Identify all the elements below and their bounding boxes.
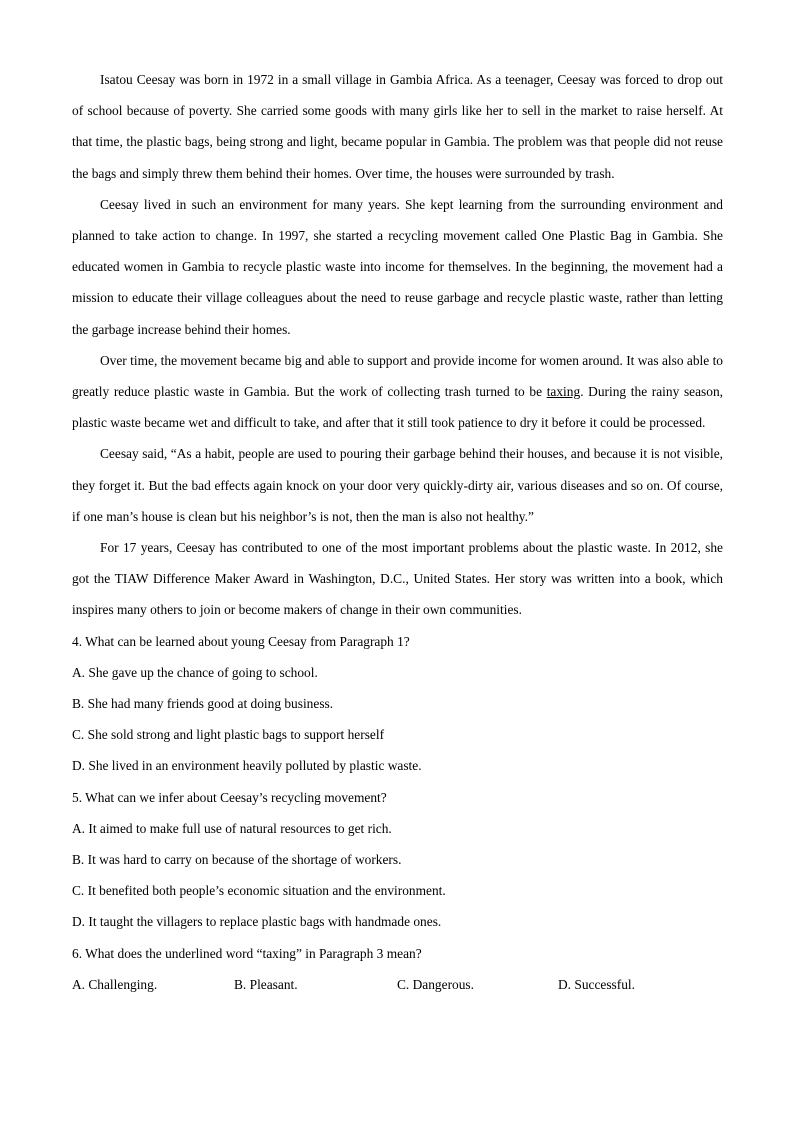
option-c: C. She sold strong and light plastic bags to support herself: [72, 727, 385, 743]
question-4: [72, 626, 723, 782]
option-d: D. Successful.: [558, 976, 635, 992]
question-stem: 5. What can we infer about Ceesay’s recycling movement?: [72, 789, 387, 805]
question-5: [72, 782, 723, 938]
option-d: D. She lived in an environment heavily polluted by plastic waste.: [72, 758, 422, 774]
passage-paragraph-5: For 17 years, Ceesay has contributed to one of the most important problems about the plastic waste. In 2012, she got the TIAW Difference Maker Award in Washington, D.C., United States. Her story was written into a book, which inspires many others to join or become makers of change in their own communities.: [72, 540, 723, 618]
question-6: [72, 938, 723, 1000]
option-b: B. She had many friends good at doing business.: [72, 696, 334, 712]
option-b: B. It was hard to carry on because of the shortage of workers.: [72, 852, 402, 868]
passage-paragraph-4: Ceesay said, “As a habit, people are used to pouring their garbage behind their houses, and because it is not visible, they forget it. But the bad effects again knock on your door very quickly-dirty air, various diseases and so on. Of course, if one man’s house is clean but his neighbor’s is not, then the man is also not healthy.”: [72, 446, 723, 524]
passage-paragraph-1: Isatou Ceesay was born in 1972 in a small village in Gambia Africa. As a teenager, Ceesay was forced to drop out of school because of poverty. She carried some goods with many girls like her to sell in the market to raise herself. At that time, the plastic bags, being strong and light, became popular in Gambia. The problem was that people did not reuse the bags and simply threw them behind their homes. Over time, the houses were surrounded by trash.: [72, 72, 723, 181]
paragraph-3-text-before: Over time, the movement became big and able to support and provide income for women around. It was also able to greatly reduce plastic waste in Gambia. But the work of collecting trash turned to be: [72, 352, 723, 400]
option-a: A. Challenging.: [72, 976, 158, 992]
document-page: [72, 64, 723, 1000]
option-a: A. It aimed to make full use of natural resources to get rich.: [72, 820, 392, 836]
option-c: C. It benefited both people’s economic situation and the environment.: [72, 883, 446, 899]
option-c: C. Dangerous.: [397, 976, 474, 992]
question-stem: 4. What can be learned about young Ceesay from Paragraph 1?: [72, 633, 410, 649]
option-a: A. She gave up the chance of going to school.: [72, 664, 318, 680]
question-stem: 6. What does the underlined word “taxing” in Paragraph 3 mean?: [72, 945, 422, 961]
paragraph-3-text-after: . During the rainy season, plastic waste became wet and difficult to take, and after that it still took patience to dry it before it could be processed.: [72, 384, 723, 431]
option-b: B. Pleasant.: [234, 976, 298, 992]
option-d: D. It taught the villagers to replace plastic bags with handmade ones.: [72, 914, 442, 930]
options-row: [72, 969, 723, 1000]
underlined-word-taxing: taxing: [546, 384, 581, 400]
passage-paragraph-3: [72, 345, 723, 439]
passage-paragraph-2: Ceesay lived in such an environment for many years. She kept learning from the surrounding environment and planned to take action to change. In 1997, she started a recycling movement called One Plastic Bag in Gambia. She educated women in Gambia to recycle plastic waste into income for themselves. In the beginning, the movement had a mission to educate their village colleagues about the need to reuse garbage and recycle plastic waste, rather than letting the garbage increase behind their homes.: [72, 196, 723, 337]
